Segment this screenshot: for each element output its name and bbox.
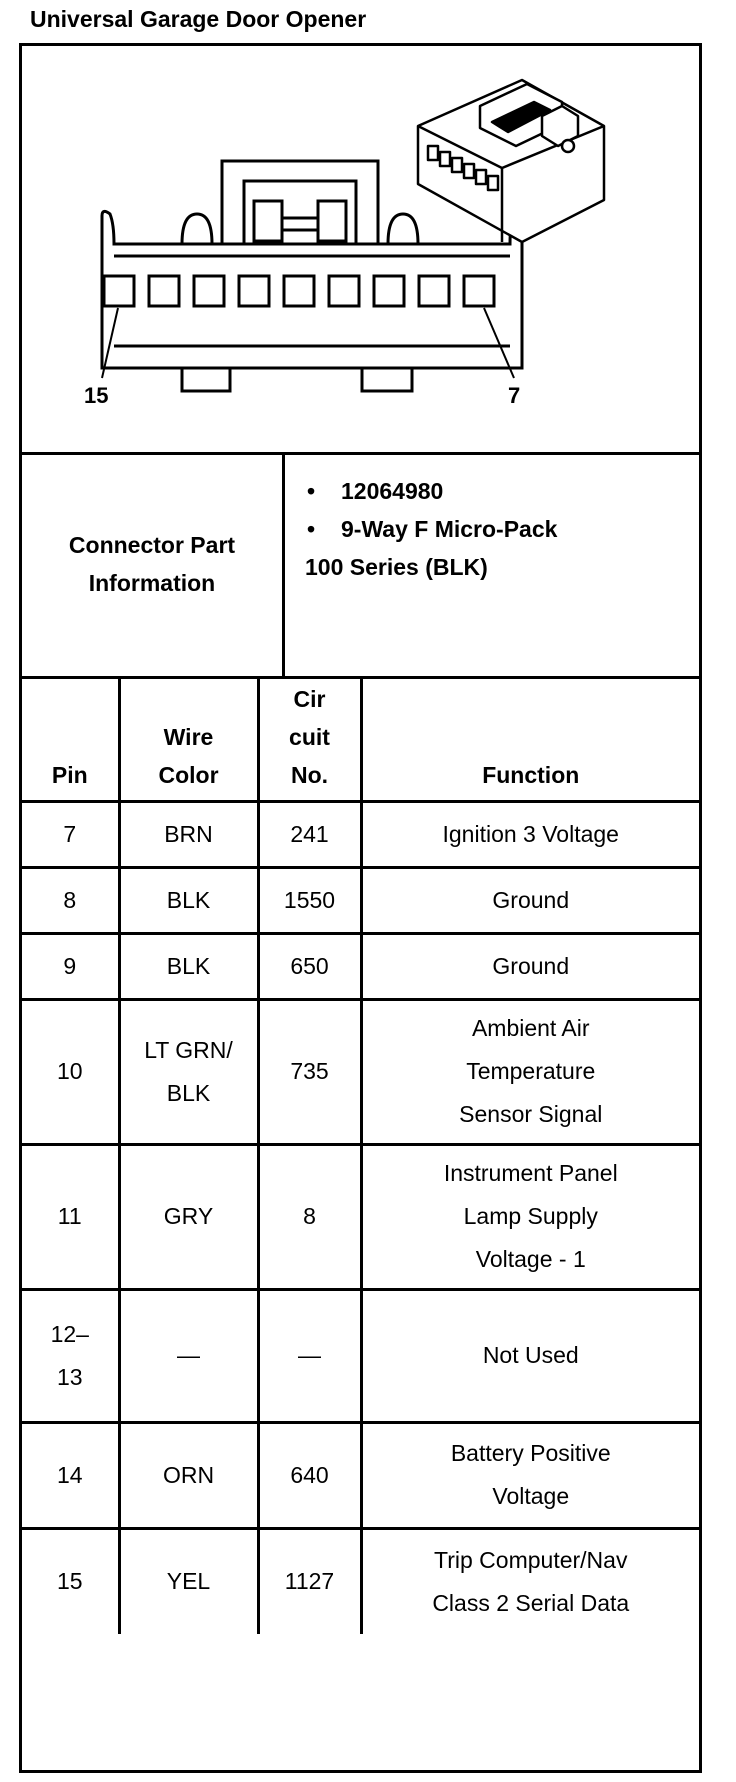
table-header-row <box>22 676 699 801</box>
pin-cavity <box>464 276 494 306</box>
pin-cavity <box>104 276 134 306</box>
pin-cavity <box>419 276 449 306</box>
function-cell: Instrument Panel Lamp Supply Voltage - 1 <box>361 1144 699 1289</box>
wire-color-cell: LT GRN/ BLK <box>119 999 258 1144</box>
right-pin-label: 7 <box>508 383 521 408</box>
connector-frame <box>19 43 702 1773</box>
pin-cavity <box>284 276 314 306</box>
wire-color-cell: — <box>119 1289 258 1422</box>
wire-color-cell: BLK <box>119 933 258 999</box>
function-cell: Battery Positive Voltage <box>361 1422 699 1528</box>
table-row <box>22 999 699 1144</box>
circuit-cell: — <box>258 1289 361 1422</box>
function-cell: Ignition 3 Voltage <box>361 801 699 867</box>
page-title: Universal Garage Door Opener <box>30 6 367 32</box>
circuit-cell: 1127 <box>258 1528 361 1634</box>
pin-cell: 15 <box>22 1528 119 1634</box>
pin-cavity <box>194 276 224 306</box>
left-pin-label: 15 <box>84 383 109 408</box>
function-cell: Ground <box>361 867 699 933</box>
wire-color-cell: BLK <box>119 867 258 933</box>
function-cell: Ambient Air Temperature Sensor Signal <box>361 999 699 1144</box>
connector-drawing <box>22 46 699 452</box>
table-row <box>22 1422 699 1528</box>
part-label-line2: Information <box>88 570 216 596</box>
pin-cavity <box>329 276 359 306</box>
circuit-cell: 640 <box>258 1422 361 1528</box>
function-cell: Not Used <box>361 1289 699 1422</box>
part-label-line1: Connector Part <box>68 532 236 558</box>
pin-cavities <box>104 276 494 306</box>
pin-cavity <box>149 276 179 306</box>
pin-cell: 7 <box>22 801 119 867</box>
pin-cell: 14 <box>22 1422 119 1528</box>
circuit-cell: 650 <box>258 933 361 999</box>
connector-part-label <box>22 452 285 676</box>
connector-diagram <box>22 46 699 455</box>
header-circuit-no: Cir cuit No. <box>258 676 361 801</box>
pin-cell: 9 <box>22 933 119 999</box>
circuit-cell: 735 <box>258 999 361 1144</box>
circuit-cell: 1550 <box>258 867 361 933</box>
table-row <box>22 1144 699 1289</box>
pin-cell: 10 <box>22 999 119 1144</box>
circuit-cell: 8 <box>258 1144 361 1289</box>
pinout-table <box>22 676 699 1634</box>
part-description: • 9-Way F Micro-Pack <box>305 510 685 548</box>
table-row <box>22 1528 699 1634</box>
connector-part-details <box>305 472 685 586</box>
function-cell: Ground <box>361 933 699 999</box>
function-cell: Trip Computer/Nav Class 2 Serial Data <box>432 1546 630 1616</box>
wire-color-cell: GRY <box>119 1144 258 1289</box>
pin-cavity <box>239 276 269 306</box>
connector-3d-icon <box>418 80 604 242</box>
wire-color-cell: BRN <box>119 801 258 867</box>
table-row <box>22 933 699 999</box>
wire-color-cell: YEL <box>119 1528 258 1634</box>
pin-cell: 8 <box>22 867 119 933</box>
table-row <box>22 801 699 867</box>
header-function: Function <box>361 676 699 801</box>
wire-color-cell: ORN <box>119 1422 258 1528</box>
pin-cell: 11 <box>22 1144 119 1289</box>
header-wire-color: Wire Color <box>119 676 258 801</box>
pin-cell: 12– 13 <box>22 1289 119 1422</box>
circuit-cell: 241 <box>258 801 361 867</box>
pin-cavity <box>374 276 404 306</box>
part-series: 100 Series (BLK) <box>305 554 488 580</box>
part-number: • 12064980 <box>305 472 685 510</box>
connector-part-row <box>22 452 699 679</box>
table-row <box>22 867 699 933</box>
header-pin: Pin <box>22 676 119 801</box>
table-row <box>22 1289 699 1422</box>
